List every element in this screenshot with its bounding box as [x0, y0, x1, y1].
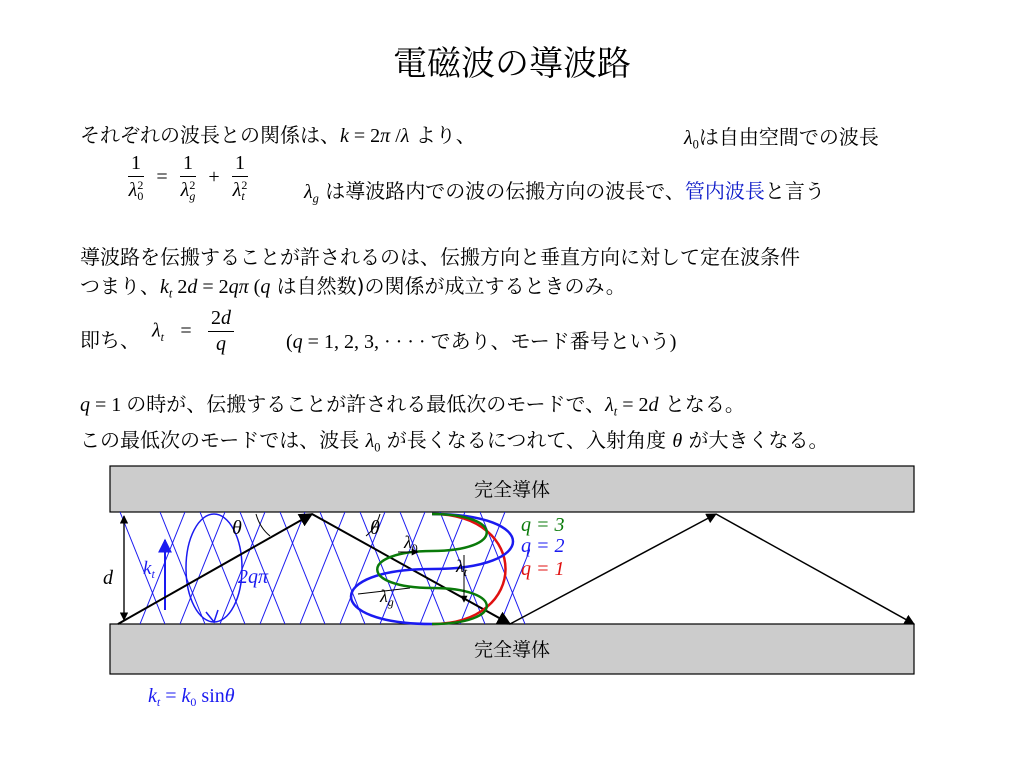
lambda-symbol: λ [152, 319, 161, 342]
bottom-conductor-label: 完全導体 [473, 639, 551, 661]
subscript: 0 [692, 137, 699, 152]
subscript: t [613, 404, 618, 419]
eq-part: = 2 [197, 276, 229, 298]
theta-symbol: θ [672, 430, 683, 452]
paren: ( [286, 331, 293, 353]
angle-text: この最低次のモードでは、波長 [80, 428, 366, 452]
condition-prefix: つまり、 [80, 274, 160, 298]
theta-label-right: θ [370, 517, 380, 539]
lambda-symbol: λ [304, 181, 313, 203]
q-symbol: q [260, 276, 271, 298]
free-space-text: は自由空間での波長 [698, 125, 879, 149]
k-symbol: k [160, 276, 169, 298]
relation-suffix: より、 [409, 123, 476, 147]
numerator: 1 [232, 152, 248, 177]
mode-q2-label: q = 2 [521, 535, 565, 557]
subscript: 0 [190, 695, 197, 709]
lambda-symbol: λ [684, 127, 693, 149]
page-title: 電磁波の導波路 [393, 44, 631, 84]
eq-sign: = [160, 685, 182, 707]
mode-values: = 1, 2, 3, · · · · [302, 331, 431, 353]
numerator-two: 2 [211, 307, 222, 329]
ray-down-2 [716, 514, 914, 624]
guide-wavelength-term: 管内波長 [684, 179, 765, 203]
eq-part: = 2 [617, 394, 649, 416]
plus-sign: + [208, 165, 220, 188]
mode-q1-label: q = 1 [521, 558, 565, 580]
condition-suffix: は自然数)の関係が成立するときのみ。 [270, 274, 626, 298]
subscript: g [189, 188, 196, 203]
lowest-mode-suffix: となる。 [658, 392, 745, 416]
superscript: 2 [241, 177, 248, 192]
subscript: t [151, 567, 155, 581]
subscript: t [463, 565, 468, 579]
angle-text-suffix: が大きくなる。 [682, 428, 829, 452]
theta-symbol: θ [224, 685, 235, 707]
q-symbol: q [292, 331, 303, 353]
theta-label-left: θ [232, 517, 242, 539]
subscript: g [312, 191, 319, 206]
d-label: d [103, 567, 113, 589]
lambda-symbol: λ [456, 556, 464, 576]
superscript: 2 [189, 177, 196, 192]
eq-sign: = 2 [348, 125, 381, 147]
lambda-symbol: λ [232, 179, 242, 201]
slash: / [390, 125, 401, 147]
d-symbol: d [648, 394, 659, 416]
k0-symbol: k [181, 685, 191, 707]
subscript: t [168, 286, 173, 301]
sokuchi-label: 即ち、 [80, 328, 140, 352]
two-q-pi-label: 2qπ [238, 566, 269, 588]
guide-text-suffix: と言う [764, 179, 825, 203]
lambda-symbol: λ [365, 430, 375, 452]
denominator-q: q [216, 333, 227, 355]
condition-line-1: 導波路を伝搬することが許されるのは、伝搬方向と垂直方向に対して定在波条件 [80, 245, 800, 269]
numerator: 1 [128, 152, 144, 177]
kt-formula [148, 685, 235, 709]
subscript: t [160, 329, 165, 344]
pi-symbol: π [380, 125, 391, 147]
q-symbol: q [80, 394, 90, 416]
subscript: 0 [374, 440, 381, 455]
lambda-symbol: λ [404, 532, 412, 552]
subscript: 0 [137, 188, 144, 203]
numerator: 1 [180, 152, 196, 177]
pi-symbol: π [238, 276, 249, 298]
mode-q3-label: q = 3 [521, 514, 565, 536]
lowest-mode-text: の時が、伝搬することが許される最低次のモードで、 [126, 392, 606, 416]
mode-text: であり、モード番号という [430, 329, 670, 353]
paren: ( [248, 276, 261, 298]
lambda-symbol: λ [380, 586, 388, 606]
paren: ) [669, 331, 677, 353]
k-symbol: k [340, 125, 349, 147]
lambda-symbol: λ [400, 125, 410, 147]
lambdat-label [455, 556, 468, 579]
k-symbol: k [148, 685, 157, 707]
eq-sign: = [180, 319, 192, 342]
relation-text: それぞれの波長との関係は、 [80, 123, 340, 147]
subscript: 0 [411, 541, 418, 555]
lambda-symbol: λ [128, 179, 138, 201]
lambda-symbol: λ [605, 394, 614, 416]
eq-part: = 1 [90, 394, 127, 416]
kt-label [143, 558, 155, 581]
superscript: 2 [137, 177, 144, 192]
subscript: t [156, 695, 161, 709]
top-conductor-label: 完全導体 [473, 479, 551, 501]
d-symbol: d [221, 307, 232, 329]
kt-symbol: k [143, 558, 152, 579]
q-symbol: q [228, 276, 239, 298]
subscript: g [387, 595, 394, 609]
eq-sign: = [156, 165, 168, 188]
guide-text: は導波路内での波の伝搬方向の波長で、 [318, 179, 685, 203]
angle-text-mid: が長くなるにつれて、入射角度 [380, 428, 673, 452]
eq-part: 2 [172, 276, 188, 298]
subscript: t [241, 188, 245, 203]
sin-text: sin [196, 685, 225, 707]
lambda-symbol: λ [180, 179, 190, 201]
d-symbol: d [187, 276, 198, 298]
